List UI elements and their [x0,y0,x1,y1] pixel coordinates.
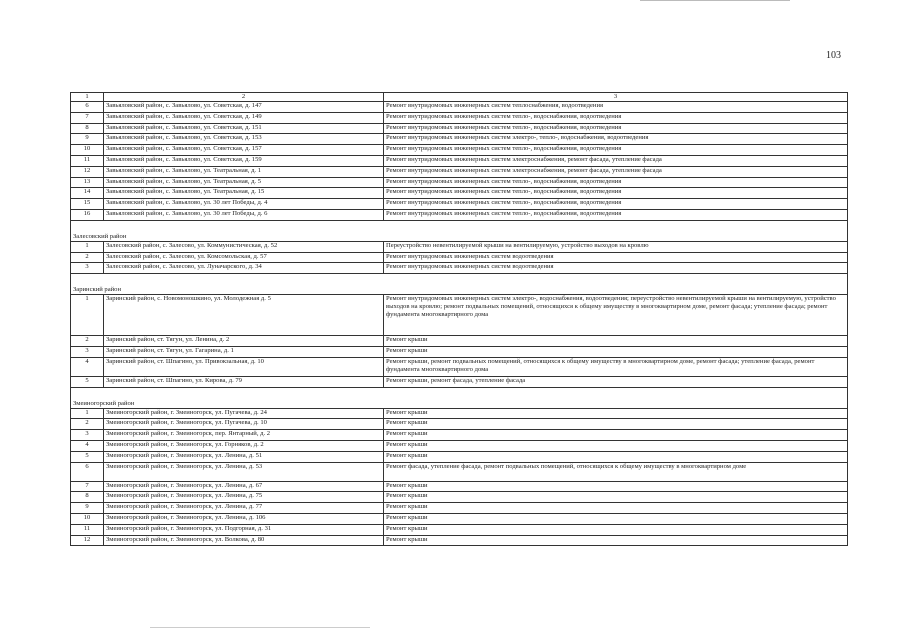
row-number: 7 [71,112,104,123]
row-number: 6 [71,102,104,113]
row-address: Завьяловский район, с. Завьялово, ул. Театральная, д. 15 [104,188,384,199]
row-work: Ремонт внутридомовых инженерных систем тепло-, водоснабжения, водоотведения [384,112,848,123]
row-number: 12 [71,166,104,177]
table-row [71,451,848,462]
table-row [71,102,848,113]
row-address: Заринский район, с. Новомоношкино, ул. Молодежная д. 5 [104,295,384,336]
table-row [71,252,848,263]
row-address: Змеиногорский район, г. Змеиногорск, ул. Ленина, д. 106 [104,513,384,524]
row-address: Змеиногорский район, г. Змеиногорск, ул. Ленина, д. 77 [104,503,384,514]
row-address: Змеиногорский район, г. Змеиногорск, ул. Горняков, д. 2 [104,440,384,451]
row-work: Ремонт крыши [384,481,848,492]
table-row [71,430,848,441]
row-number: 16 [71,209,104,220]
table-row [71,376,848,387]
table-row [71,199,848,210]
table-body [71,93,848,546]
table-row [71,123,848,134]
row-work: Ремонт внутридомовых инженерных систем водоотведения [384,252,848,263]
district-title: Заринский район [71,274,848,295]
table-row [71,145,848,156]
row-address: Завьяловский район, с. Завьялово, ул. Театральная, д. 5 [104,177,384,188]
table-row [71,346,848,357]
row-number: 8 [71,492,104,503]
row-number: 3 [71,430,104,441]
row-address: Завьяловский район, с. Завьялово, ул. 30 лет Победы, д. 4 [104,199,384,210]
row-work: Ремонт внутридомовых инженерных систем тепло-, водоснабжения, водоотведения [384,209,848,220]
header-col-address: 2 [104,93,384,102]
row-address: Заринский район, ст. Тягун, ул. Гагарина, д. 1 [104,346,384,357]
row-address: Змеиногорский район, г. Змеиногорск, ул. Ленина, д. 53 [104,462,384,481]
row-number: 6 [71,462,104,481]
row-number: 11 [71,524,104,535]
row-number: 5 [71,451,104,462]
table-row [71,419,848,430]
table-row [71,481,848,492]
row-address: Завьяловский район, с. Завьялово, ул. Советская, д. 157 [104,145,384,156]
row-number: 4 [71,357,104,376]
row-address: Заринский район, ст. Шпагино, ул. Кирова, д. 79 [104,376,384,387]
row-work: Ремонт внутридомовых инженерных систем электро-, тепло-, водоснабжения, водоотведения [384,134,848,145]
row-work: Ремонт крыши [384,535,848,546]
row-address: Завьяловский район, с. Завьялово, ул. Советская, д. 149 [104,112,384,123]
table-row [71,177,848,188]
row-address: Завьяловский район, с. Завьялово, ул. Советская, д. 151 [104,123,384,134]
row-address: Заринский район, ст. Шпагино, ул. Привокзальная, д. 10 [104,357,384,376]
row-work: Ремонт крыши [384,492,848,503]
row-number: 9 [71,134,104,145]
row-work: Ремонт внутридомовых инженерных систем тепло-, водоснабжения, водоотведения [384,123,848,134]
row-work: Ремонт внутридомовых инженерных систем тепло-, водоснабжения, водоотведения [384,199,848,210]
row-number: 9 [71,503,104,514]
table-row [71,166,848,177]
row-address: Змеиногорский район, г. Змеиногорск, ул. Ленина, д. 75 [104,492,384,503]
row-number: 10 [71,145,104,156]
row-work: Ремонт внутридомовых инженерных систем электро-, водоснабжения, водоотведения; переустройство невентилируемой крыши на вентилируемую, устройство выходов на кровлю; ремонт подвальных помещений, относящихся к общему имуществу в многоквартирном доме, ремонт фасада; утепление фасада; ремонт фундамента многоквартирного дома [384,295,848,336]
row-work: Переустройство невентилируемой крыши на вентилируемую, устройство выходов на кровлю [384,241,848,252]
row-number: 3 [71,263,104,274]
table-row [71,263,848,274]
row-work: Ремонт крыши, ремонт подвальных помещений, относящихся к общему имуществу в многоквартирном доме, ремонт фасада; утепление фасада, ремонт фундамента многоквартирного дома [384,357,848,376]
table-row [71,535,848,546]
scan-artifact-bottom [150,627,370,628]
row-address: Залесовский район, с. Залесово, ул. Комсомольская, д. 57 [104,252,384,263]
row-address: Змеиногорский район, г. Змеиногорск, ул. Ленина, д. 67 [104,481,384,492]
row-address: Завьяловский район, с. Завьялово, ул. Советская, д. 153 [104,134,384,145]
table-row [71,155,848,166]
table-row [71,134,848,145]
table-row [71,524,848,535]
table-row [71,440,848,451]
row-work: Ремонт крыши [384,503,848,514]
row-number: 2 [71,252,104,263]
row-work: Ремонт внутридомовых инженерных систем тепло-, водоснабжения, водоотведения [384,145,848,156]
table-row [71,408,848,419]
table-row [71,336,848,347]
row-work: Ремонт крыши [384,346,848,357]
table-row [71,209,848,220]
table-row [71,513,848,524]
district-title: Залесовский район [71,220,848,241]
row-address: Змеиногорский район, г. Змеиногорск, ул. Волкова, д. 80 [104,535,384,546]
row-work: Ремонт крыши [384,336,848,347]
table-row [71,241,848,252]
row-address: Залесовский район, с. Залесово, ул. Луначарского, д. 34 [104,263,384,274]
table-row [71,462,848,481]
table-row [71,492,848,503]
row-number: 14 [71,188,104,199]
row-address: Залесовский район, с. Залесово, ул. Коммунистическая, д. 52 [104,241,384,252]
table-row [71,357,848,376]
row-address: Завьяловский район, с. Завьялово, ул. 30 лет Победы, д. 6 [104,209,384,220]
row-address: Завьяловский район, с. Завьялово, ул. Театральная, д. 1 [104,166,384,177]
table-row [71,112,848,123]
row-work: Ремонт внутридомовых инженерных систем тепло-, водоснабжения, водоотведения [384,188,848,199]
row-number: 13 [71,177,104,188]
row-work: Ремонт крыши [384,430,848,441]
district-title: Змеиногорский район [71,387,848,408]
repair-register-table [70,92,848,546]
row-work: Ремонт крыши [384,408,848,419]
row-number: 10 [71,513,104,524]
row-work: Ремонт крыши [384,524,848,535]
district-section-row [71,220,848,241]
table-row [71,188,848,199]
header-col-work: 3 [384,93,848,102]
table-row [71,503,848,514]
row-work: Ремонт фасада, утепление фасада, ремонт подвальных помещений, относящихся к общему имуществу в многоквартирном доме [384,462,848,481]
row-address: Змеиногорский район, г. Змеиногорск, ул. Пугачева, д. 10 [104,419,384,430]
row-address: Змеиногорский район, г. Змеиногорск, пер. Янтарный, д. 2 [104,430,384,441]
header-col-number: 1 [71,93,104,102]
row-address: Змеиногорский район, г. Змеиногорск, ул. Пугачева, д. 24 [104,408,384,419]
row-number: 1 [71,408,104,419]
row-number: 12 [71,535,104,546]
row-work: Ремонт внутридомовых инженерных систем электроснабжения, ремонт фасада, утепление фасада [384,166,848,177]
row-number: 11 [71,155,104,166]
row-number: 2 [71,336,104,347]
row-work: Ремонт крыши [384,440,848,451]
row-number: 7 [71,481,104,492]
row-number: 1 [71,295,104,336]
row-address: Заринский район, ст. Тягун, ул. Ленина, д. 2 [104,336,384,347]
table-row [71,295,848,336]
row-work: Ремонт внутридомовых инженерных систем теплоснабжения, водоотведения [384,102,848,113]
district-section-row [71,387,848,408]
row-work: Ремонт крыши, ремонт фасада, утепление фасада [384,376,848,387]
row-work: Ремонт внутридомовых инженерных систем тепло-, водоснабжения, водоотведения [384,177,848,188]
row-number: 5 [71,376,104,387]
page-number: 103 [826,50,841,61]
row-work: Ремонт крыши [384,419,848,430]
row-address: Завьяловский район, с. Завьялово, ул. Советская, д. 159 [104,155,384,166]
row-number: 15 [71,199,104,210]
row-number: 1 [71,241,104,252]
row-address: Змеиногорский район, г. Змеиногорск, ул. Подгорная, д. 31 [104,524,384,535]
row-number: 4 [71,440,104,451]
row-number: 2 [71,419,104,430]
district-section-row [71,274,848,295]
row-address: Завьяловский район, с. Завьялово, ул. Советская, д. 147 [104,102,384,113]
row-number: 8 [71,123,104,134]
row-work: Ремонт крыши [384,513,848,524]
row-work: Ремонт внутридомовых инженерных систем водоотведения [384,263,848,274]
row-number: 3 [71,346,104,357]
row-work: Ремонт крыши [384,451,848,462]
row-work: Ремонт внутридомовых инженерных систем электроснабжения, ремонт фасада, утепление фасада [384,155,848,166]
row-address: Змеиногорский район, г. Змеиногорск, ул. Ленина, д. 51 [104,451,384,462]
scan-artifact-top [640,0,790,1]
table-header-row [71,93,848,102]
